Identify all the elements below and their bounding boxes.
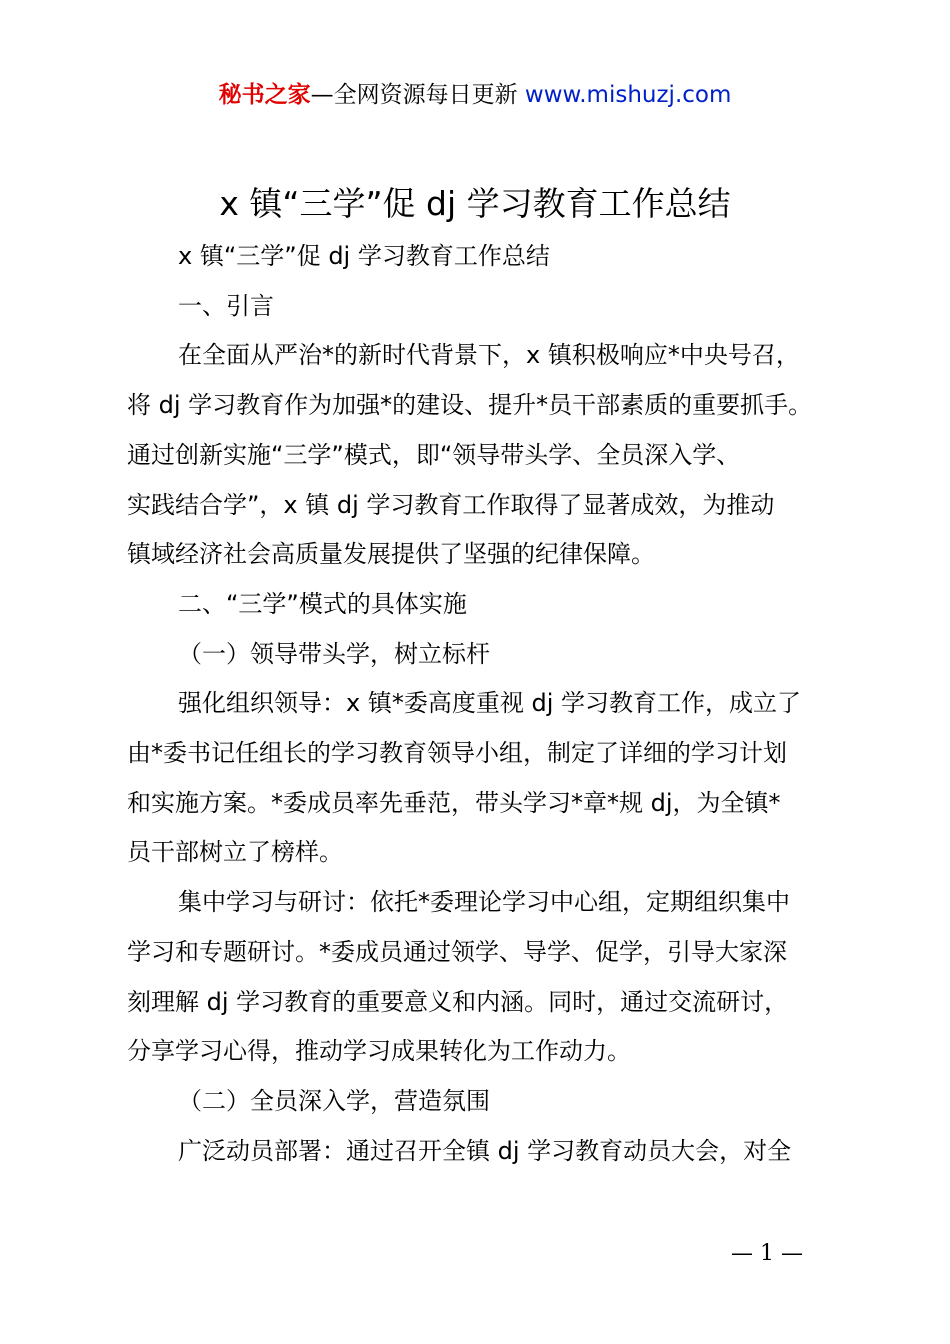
paragraph-line: 广泛动员部署：通过召开全镇 dj 学习教育动员大会，对全 (178, 1136, 792, 1165)
paragraph-line: 将 dj 学习教育作为加强*的建设、提升*员干部素质的重要抓手。 (127, 391, 813, 420)
paragraph-line: 实践结合学”，x 镇 dj 学习教育工作取得了显著成效，为推动 (127, 490, 775, 519)
subtitle-line: x 镇“三学”促 dj 学习教育工作总结 (178, 242, 550, 270)
subsection-heading: （二）全员深入学，营造氛围 (178, 1086, 490, 1115)
paragraph-line: 镇域经济社会高质量发展提供了坚强的纪律保障。 (127, 540, 655, 569)
paragraph-line: 刻理解 dj 学习教育的重要意义和内涵。同时，通过交流研讨， (127, 987, 789, 1016)
paragraph-line: 员干部树立了榜样。 (127, 838, 343, 867)
document-body (127, 232, 847, 1176)
site-url[interactable]: www.mishuzj.com (524, 82, 732, 108)
paragraph-line: 强化组织领导：x 镇*委高度重视 dj 学习教育工作，成立了 (178, 689, 801, 718)
section-heading: 一、引言 (178, 291, 274, 320)
page-number: — 1 — (731, 1241, 803, 1266)
paragraph-line: 集中学习与研讨：依托*委理论学习中心组，定期组织集中 (178, 888, 790, 917)
site-banner (0, 79, 950, 111)
paragraph-line: 在全面从严治*的新时代背景下，x 镇积极响应*中央号召， (178, 341, 800, 370)
paragraph-line: 通过创新实施“三学”模式，即“领导带头学、全员深入学、 (127, 440, 741, 469)
document-title: x 镇“三学”促 dj 学习教育工作总结 (219, 184, 731, 223)
paragraph-line: 学习和专题研讨。*委成员通过领学、导学、促学，引导大家深 (127, 937, 787, 966)
paragraph-line: 分享学习心得，推动学习成果转化为工作动力。 (127, 1037, 631, 1066)
subsection-heading: （一）领导带头学，树立标杆 (178, 639, 490, 668)
section-heading: 二、“三学”模式的具体实施 (178, 589, 467, 618)
paragraph-line: 和实施方案。*委成员率先垂范，带头学习*章*规 dj，为全镇* (127, 788, 781, 817)
paragraph-line: 由*委书记任组长的学习教育领导小组，制定了详细的学习计划 (127, 739, 787, 768)
brand-name: 秘书之家 (218, 82, 311, 108)
banner-tagline: —全网资源每日更新 (310, 82, 525, 108)
